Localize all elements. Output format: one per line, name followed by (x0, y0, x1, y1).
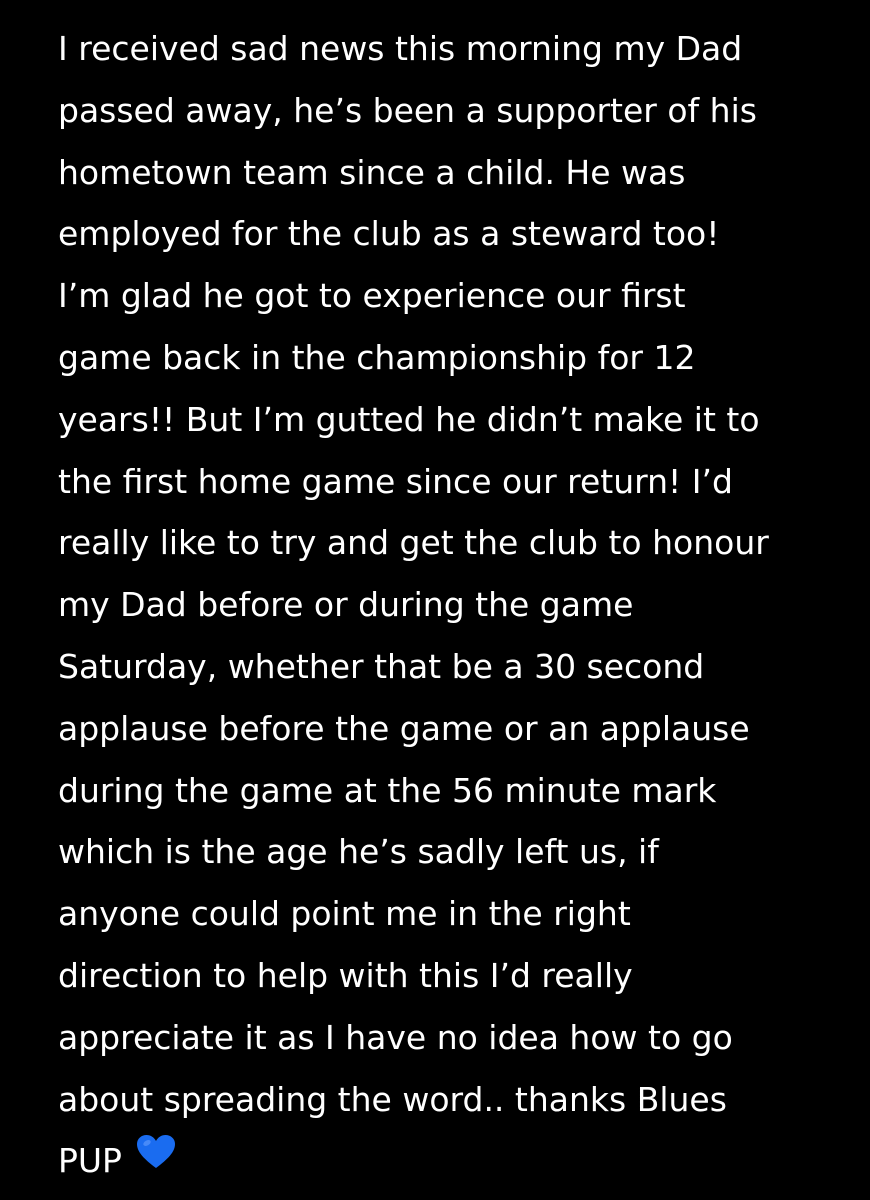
note-line: years!! But I’m gutted he didn’t make it to (58, 399, 760, 439)
note-line: about spreading the word.. thanks Blues (58, 1079, 727, 1119)
note-last-line (58, 1130, 848, 1192)
note-line: passed away, he’s been a supporter of his (58, 90, 757, 130)
note-line: game back in the championship for 12 (58, 337, 696, 377)
note-line: during the game at the 56 minute mark (58, 770, 717, 810)
blue-heart-icon (136, 1128, 176, 1190)
note-line: I’m glad he got to experience our first (58, 276, 686, 316)
note-line: Saturday, whether that be a 30 second (58, 646, 705, 686)
note-line: which is the age he’s sadly left us, if (58, 832, 659, 872)
note-line: the first home game since our return! I’d (58, 461, 733, 501)
note-line: I received sad news this morning my Dad (58, 29, 743, 68)
note-line: applause before the game or an applause (58, 708, 750, 748)
note-line: direction to help with this I’d really (58, 955, 633, 995)
note-line: my Dad before or during the game (58, 585, 634, 625)
note-body[interactable] (58, 18, 848, 1192)
note-signature: PUP (58, 1141, 122, 1181)
note-line: hometown team since a child. He was (58, 152, 686, 192)
note-line: appreciate it as I have no idea how to go (58, 1017, 733, 1057)
note-line: anyone could point me in the right (58, 894, 631, 934)
note-line: employed for the club as a steward too! (58, 214, 720, 254)
note-line: really like to try and get the club to honour (58, 523, 769, 563)
